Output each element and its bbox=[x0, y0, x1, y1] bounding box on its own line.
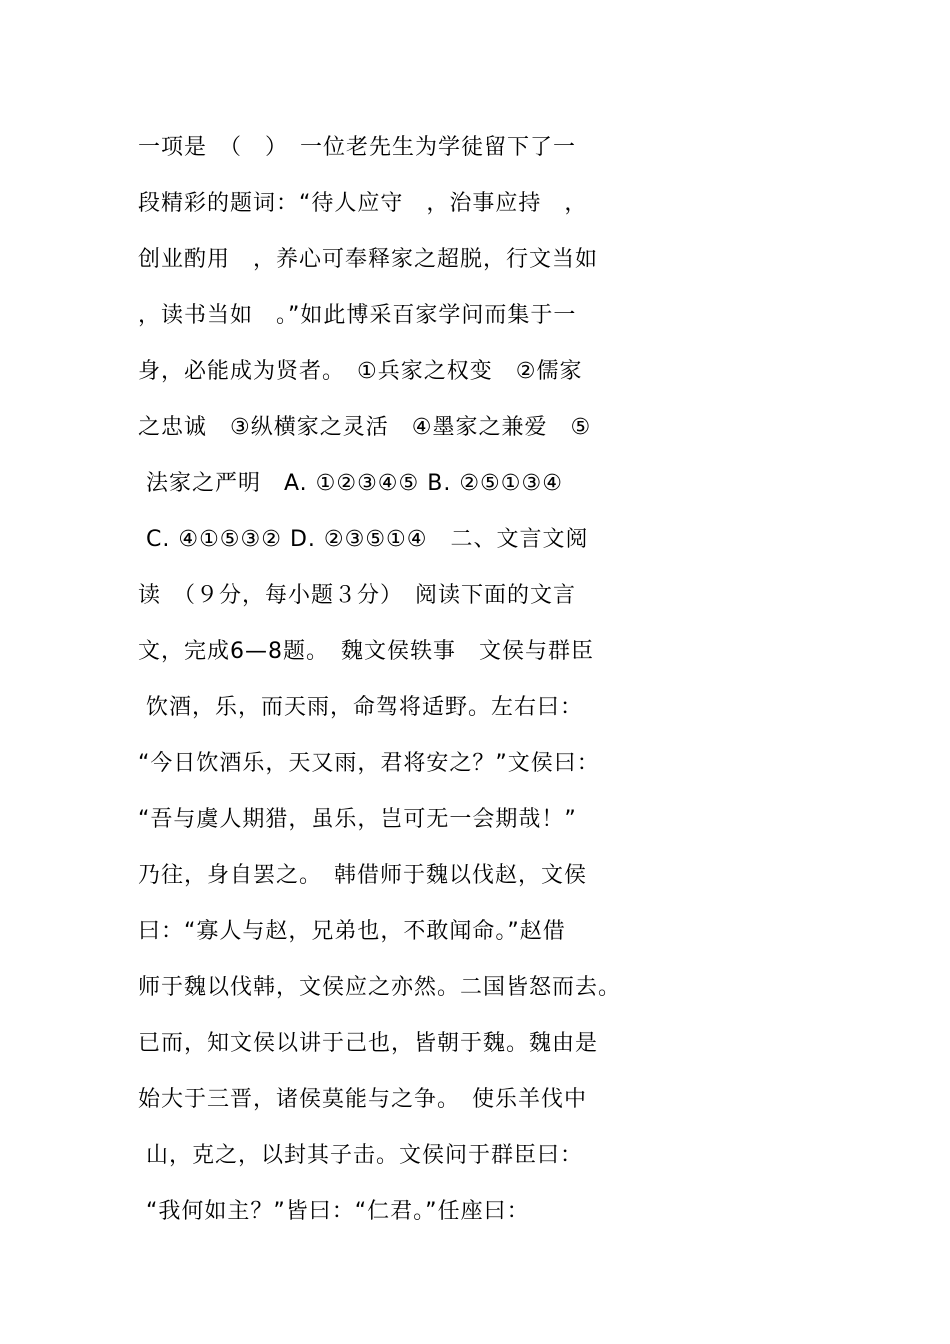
text-line: ，读书当如 。”如此博采百家学问而集于一 bbox=[138, 303, 577, 328]
text-line: 曰：“寡人与赵，兄弟也，不敢闻命。”赵借 bbox=[138, 919, 566, 944]
text-line: 法家之严明 A. ①②③④⑤ B. ②⑤①③④ bbox=[138, 471, 563, 496]
body-text bbox=[138, 120, 838, 1240]
text-line: 一项是 （ ） 一位老先生为学徒留下了一 bbox=[138, 135, 577, 160]
text-line: 身，必能成为贤者。 ①兵家之权变 ②儒家 bbox=[138, 359, 583, 384]
text-line: 已而，知文侯以讲于己也，皆朝于魏。魏由是 bbox=[138, 1031, 599, 1056]
text-line: “吾与虞人期猎，虽乐，岂可无一会期哉！” bbox=[138, 807, 577, 832]
text-line: 创业酌用 ，养心可奉释家之超脱，行文当如 bbox=[138, 247, 599, 272]
text-line: C. ④①⑤③② D. ②③⑤①④ 二、文言文阅 bbox=[138, 527, 589, 552]
text-line: 饮酒，乐，而天雨，命驾将适野。左右曰： bbox=[138, 695, 583, 720]
text-line: 乃往，身自罢之。 韩借师于魏以伐赵，文侯 bbox=[138, 863, 588, 888]
text-line: 文，完成6—8题。 魏文侯轶事 文侯与群臣 bbox=[138, 639, 594, 664]
text-line: 始大于三晋，诸侯莫能与之争。 使乐羊伐中 bbox=[138, 1087, 588, 1112]
text-line: 山，克之，以封其子击。文侯问于群臣曰： bbox=[138, 1143, 583, 1168]
text-line: “今日饮酒乐，天又雨，君将安之？”文侯曰： bbox=[138, 751, 600, 776]
text-line: 段精彩的题词：“待人应守 ，治事应持 ， bbox=[138, 191, 588, 216]
text-line: 读 （９分，每小题３分） 阅读下面的文言 bbox=[138, 583, 577, 608]
text-line: 之忠诚 ③纵横家之灵活 ④墨家之兼爱 ⑤ bbox=[138, 415, 592, 440]
text-line: “我何如主？”皆曰：“仁君。”任座曰： bbox=[138, 1199, 530, 1224]
text-line: 师于魏以伐韩，文侯应之亦然。二国皆怒而去。 bbox=[138, 975, 622, 1000]
